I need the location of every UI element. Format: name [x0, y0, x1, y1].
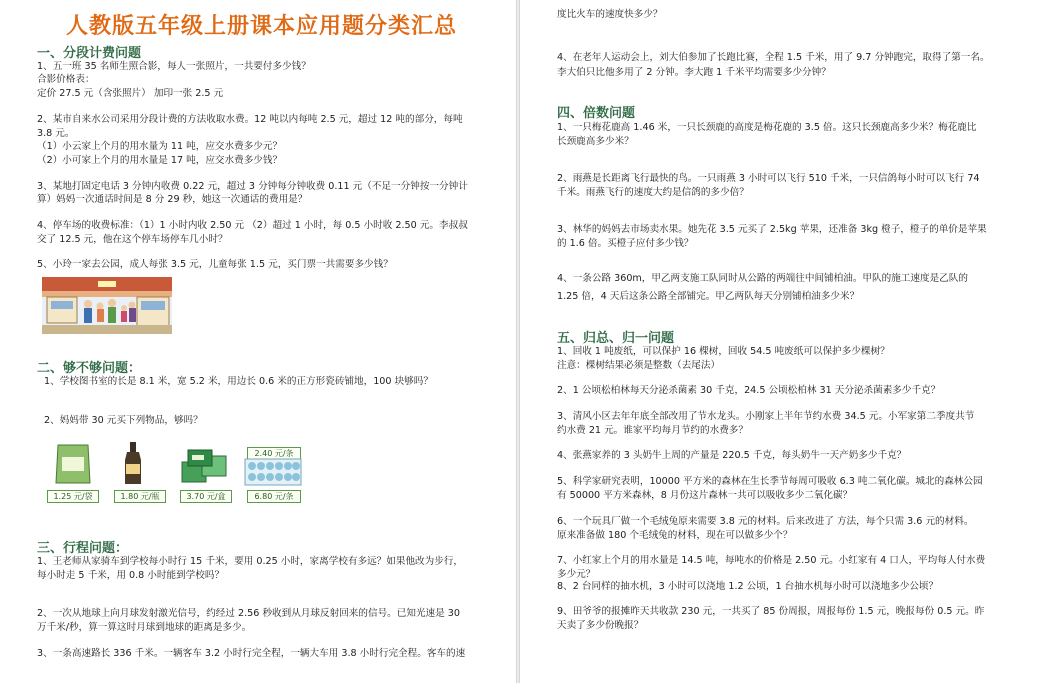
price-tag-1: 1.25 元/袋 [47, 490, 99, 503]
q5-3-line-2: 约水费 21 元。谁家平均每月节约的水费多？ [557, 425, 748, 436]
park-ticket-illustration [42, 277, 172, 338]
q5-7-line-1: 7、小红家上个月的用水量是 14.5 吨，每吨水的价格是 2.50 元。小红家有 4 口人，平均每人付水费 [557, 555, 986, 566]
q4-3-line-1: 3、林华的妈妈去市场卖水果。她先花 3.5 元买了 2.5kg 苹果，还准备 3kg 橙子，橙子的单价是苹果 [557, 224, 987, 235]
price-tag-3: 3.70 元/盒 [180, 490, 232, 503]
bottles-pack-picture [244, 458, 302, 490]
q1-1-line-2: 合影价格表： [37, 74, 95, 85]
q5-1-line-1: 1、回收 1 吨废纸，可以保护 16 棵树，回收 54.5 吨废纸可以保护多少棵树？ [557, 346, 890, 357]
price-tag-4: 6.80 元/条 [247, 490, 301, 503]
q4-3-line-2: 的 1.6 倍。买橙子应付多少钱？ [557, 238, 694, 249]
q1-1-line-1: 1、五一班 35 名师生照合影，每人一张照片，一共要付多少钱？ [37, 61, 311, 72]
q3-3-line-1: 3、一条高速路长 336 千米。一辆客车 3.2 小时行完全程，一辆大车用 3.8 小时行完全程。客车的速 [37, 648, 466, 659]
q5-5-line-2: 有 50000 平方米森林，8 月份这片森林一共可以吸收多少二氧化碳？ [557, 490, 853, 501]
q4-4-line-2: 1.25 倍，4 天后这条公路全部铺完。甲乙两队每天分别铺柏油多少米？ [557, 291, 860, 302]
q2-2-line-1: 2、妈妈带 30 元买下列物品，够吗？ [44, 415, 203, 426]
q3-4-line-1: 4、在老年人运动会上，刘大伯参加了长跑比赛，全程 1.5 千米，用了 9.7 分钟跑完，取得了第一名。 [557, 52, 990, 63]
q1-2-line-4: （2）小可家上个月的用水量是 17 吨，应交水费多少钱？ [37, 155, 283, 166]
q1-2-line-2: 3.8 元。 [37, 128, 75, 139]
q2-1-line-1: 1、学校图书室的长是 8.1 米，宽 5.2 米，用边长 0.6 米的正方形瓷砖铺地，100 块够吗？ [44, 376, 433, 387]
q4-2-line-1: 2、雨燕是长距离飞行最快的鸟。一只雨燕 3 小时可以飞行 510 千米，一只信鸽每小时可以飞行 74 [557, 173, 980, 184]
section-heading-2: 二、够不够问题： [37, 361, 142, 376]
q4-1-line-1: 1、一只梅花鹿高 1.46 米，一只长颈鹿的高度是梅花鹿的 3.5 倍。这只长颈鹿高多少米？梅花鹿比 [557, 122, 977, 133]
q5-7-line-2: 多少元？ [557, 569, 596, 580]
price-tag-top: 2.40 元/条 [247, 447, 301, 460]
section-heading-4: 四、倍数问题 [557, 106, 636, 121]
q4-2-line-2: 千米。雨燕飞行的速度大约是信鸽的多少倍？ [557, 187, 749, 198]
q3-1-line-1: 1、王老师从家骑车到学校每小时行 15 千米，要用 0.25 小时，家离学校有多远？如果他改为步行， [37, 556, 464, 567]
q1-1-line-3: 定价 27.5 元（含张照片） 加印一张 2.5 元 [37, 88, 224, 99]
q1-2-line-3: （1）小云家上个月的用水量为 11 吨，应交水费多少元？ [37, 141, 283, 152]
q5-5-line-1: 5、科学家研究表明，10000 平方米的森林在生长季节每周可吸收 6.3 吨二氧化碳。城北的森林公园 [557, 476, 983, 487]
q3-3-line-2: 度比火车的速度快多少？ [557, 9, 663, 20]
q5-2-line-1: 2、1 公顷松柏林每天分泌杀菌素 30 千克，24.5 公顷松柏林 31 天分泌杀菌素多少千克？ [557, 385, 941, 396]
q5-6-line-2: 原来准备做 180 个毛绒兔的材料，现在可以做多少个？ [557, 530, 793, 541]
q4-4-line-1: 4、一条公路 360m，甲乙两支施工队同时从公路的两端往中间铺柏油。甲队的施工速度是乙队的 [557, 273, 968, 284]
q1-5-line-1: 5、小玲一家去公园，成人每张 3.5 元，儿童每张 1.5 元，买门票一共需要多少钱？ [37, 259, 393, 270]
bottle-picture [118, 440, 148, 490]
q1-2-line-1: 2、某市自来水公司采用分段计费的方法收取水费。12 吨以内每吨 2.5 元，超过 12 吨的部分，每吨 [37, 114, 463, 125]
left-page [0, 0, 516, 683]
q5-1-line-2: 注意：棵树结果必须是整数（去尾法） [557, 360, 721, 371]
right-page [520, 0, 1039, 683]
price-tag-2: 1.80 元/瓶 [114, 490, 166, 503]
q3-4-line-2: 李大伯只比他多用了 2 分钟。李大跑 1 千米平均需要多少分钟？ [557, 67, 831, 78]
document-title: 人教版五年级上册课本应用题分类汇总 [66, 13, 458, 39]
flour-bag-picture [50, 442, 96, 490]
q5-3-line-1: 3、清风小区去年年底全部改用了节水龙头。小刚家上半年节约水费 34.5 元。小军家第二季度共节 [557, 411, 975, 422]
q5-4-line-1: 4、张燕家养的 3 头奶牛上周的产量是 220.5 千克，每头奶牛一天产奶多少千克？ [557, 450, 907, 461]
q1-4-line-1: 4、停车场的收费标准：（1）1 小时内收 2.50 元 （2）超过 1 小时，每 0.5 小时收 2.50 元。李叔叔 [37, 220, 468, 231]
q3-1-line-2: 每小时走 5 千米，用 0.8 小时能到学校吗？ [37, 570, 225, 581]
q1-3-line-2: 算）妈妈一次通话时间是 8 分 29 秒，她这一次通话的费用是？ [37, 194, 308, 205]
boxes-picture [180, 446, 230, 490]
q5-8-line-1: 8、2 台同样的抽水机，3 小时可以浇地 1.2 公顷，1 台抽水机每小时可以浇地多少公顷？ [557, 581, 939, 592]
q3-2-line-2: 万千米/秒，算一算这时月球到地球的距离是多少。 [37, 622, 252, 633]
q5-6-line-1: 6、一个玩具厂做一个毛绒兔原来需要 3.8 元的材料。后来改进了 方法，每个只需 3.6 元的材料。 [557, 516, 974, 527]
q1-4-line-2: 交了 12.5 元，他在这个停车场停车几小时？ [37, 234, 228, 245]
section-heading-1: 一、分段计费问题 [37, 46, 142, 61]
q5-9-line-1: 9、田爷爷的报摊昨天共收款 230 元，一共买了 85 份周报，周报每份 1.5 元，晚报每份 0.5 元。昨 [557, 606, 985, 617]
q3-2-line-1: 2、一次从地球上向月球发射激光信号，约经过 2.56 秒收到从月球反射回来的信号。已知光速是 30 [37, 608, 460, 619]
section-heading-3: 三、行程问题： [37, 541, 129, 556]
q5-9-line-2: 天卖了多少份晚报？ [557, 620, 644, 631]
section-heading-5: 五、归总、归一问题 [557, 331, 675, 346]
q4-1-line-2: 长颈鹿高多少米？ [557, 136, 634, 147]
q1-3-line-1: 3、某地打固定电话 3 分钟内收费 0.22 元，超过 3 分钟每分钟收费 0.11 元（不足一分钟按一分钟计 [37, 181, 468, 192]
